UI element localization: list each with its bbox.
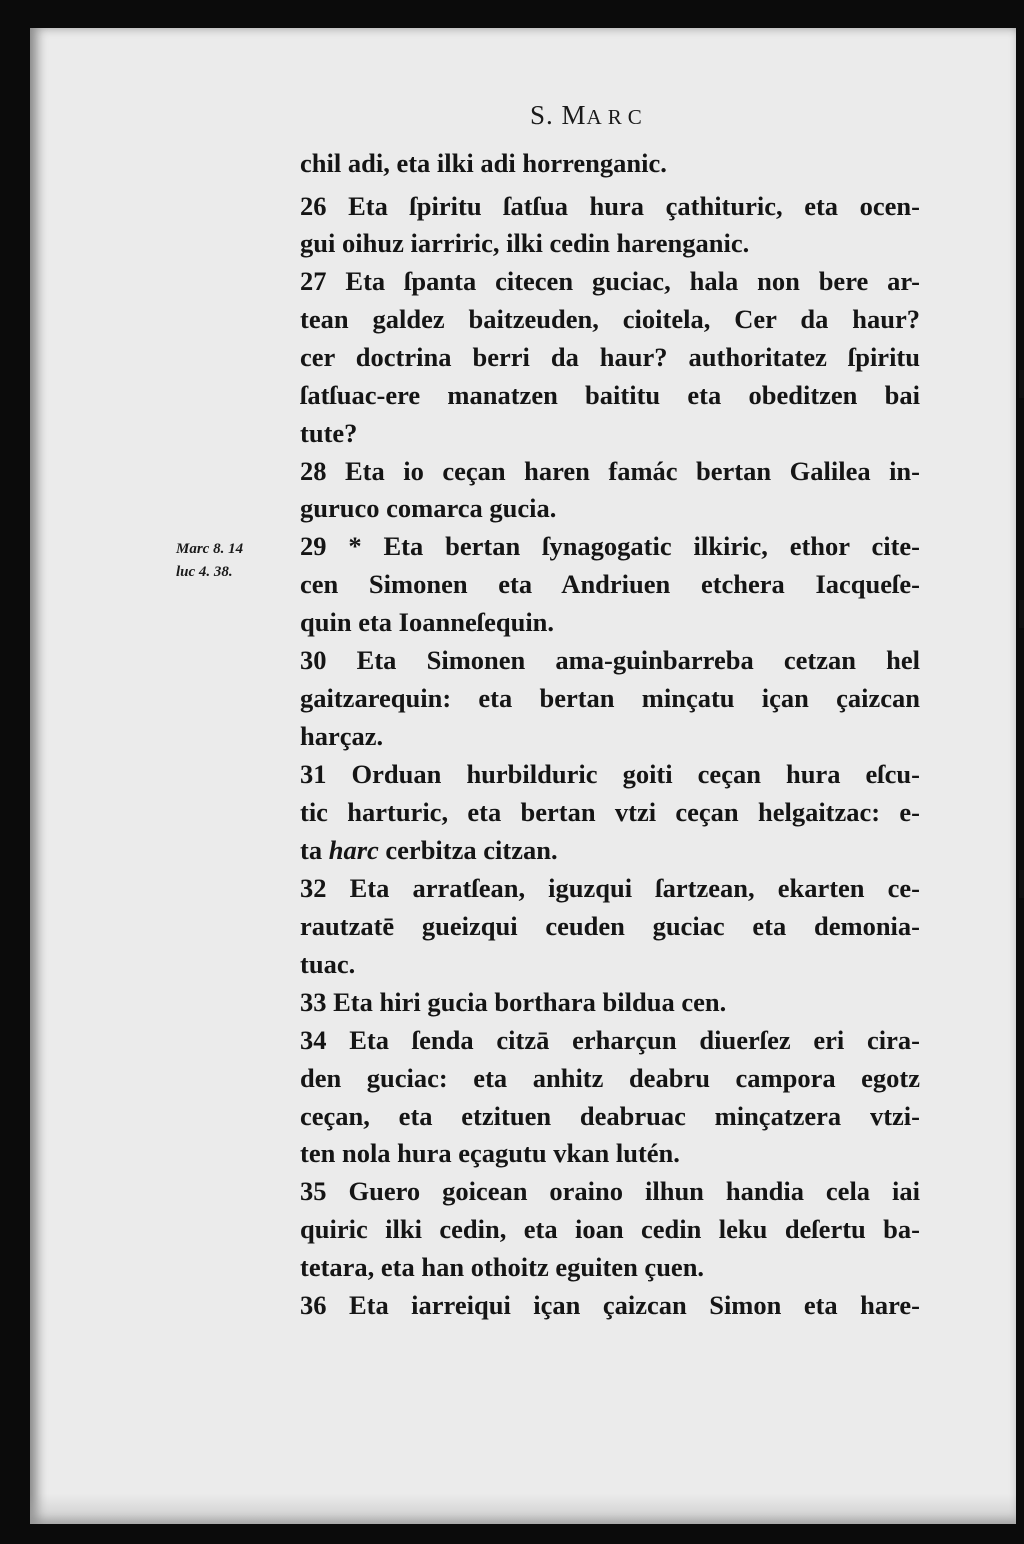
text-line: cen Simonen eta Andriuen etchera Iacqueſe- [300,569,920,599]
text-line: 27 Eta ſpanta citecen guciac, hala non bere ar- [300,266,920,296]
header-rest: ARC [586,105,648,129]
text-line: tetara, eta han othoitz eguiten çuen. [300,1252,705,1282]
margin-reference-1: Marc 8. 14 [176,541,244,557]
page-edge-mark [1019,600,1024,628]
text-line: 35 Guero goicean oraino ilhun handia cela iai [300,1176,920,1206]
text-line: gaitzarequin: eta bertan minçatu içan çaizcan [300,683,920,713]
margin-reference-2: luc 4. 38. [176,564,233,580]
text-line: gui oihuz iarriric, ilki cedin harenganic. [300,228,750,258]
text-line: ta harc cerbitza citzan. [300,835,558,865]
page-edge-mark [1019,370,1024,398]
text-line: 33 Eta hiri gucia borthara bildua cen. [300,987,727,1017]
text-line: 28 Eta io ceçan haren famác bertan Galilea in- [300,456,920,486]
text-line: 32 Eta arratſean, iguzqui ſartzean, ekarten ce- [300,873,920,903]
text-line: cer doctrina berri da haur? authoritatez ſpiritu [300,342,920,372]
text-line: tic harturic, eta bertan vtzi ceçan helgaitzac: e- [300,797,920,827]
text-line: ten nola hura eçagutu vkan lutén. [300,1138,680,1168]
text-line: 30 Eta Simonen ama-guinbarreba cetzan hel [300,645,920,675]
text-line: den guciac: eta anhitz deabru campora egotz [300,1063,920,1093]
text-line: quin eta Ioanneſequin. [300,607,555,637]
text-line: 36 Eta iarreiqui içan çaizcan Simon eta hare- [300,1290,920,1320]
running-header [530,100,648,131]
text-line: harçaz. [300,721,384,751]
text-line: tute? [300,418,358,448]
text-line: 29 * Eta bertan ſynagogatic ilkiric, ethor cite- [300,531,920,561]
text-line: rautzatē gueizqui ceuden guciac eta demonia- [300,911,920,941]
emphasis-word: harc [328,835,379,865]
text-line: ſatſuac-ere manatzen baititu eta obeditzen bai [300,380,920,410]
text-line: chil adi, eta ilki adi horrenganic. [300,148,667,178]
text-line: ceçan, eta etzituen deabruac minçatzera vtzi- [300,1101,920,1131]
text-line: quiric ilki cedin, eta ioan cedin leku deſertu ba- [300,1214,920,1244]
text-line: tuac. [300,949,356,979]
text-line: 34 Eta ſenda citzā erharçun diuerſez eri cira- [300,1025,920,1055]
text-line: 26 Eta ſpiritu ſatſua hura çathituric, eta ocen- [300,191,920,221]
text-line: 31 Orduan hurbilduric goiti ceçan hura eſcu- [300,759,920,789]
page-edge-mark [1019,870,1024,898]
text-line: guruco comarca gucia. [300,493,557,523]
header-first: S. M [530,100,587,130]
text-line: tean galdez baitzeuden, cioitela, Cer da haur? [300,304,920,334]
